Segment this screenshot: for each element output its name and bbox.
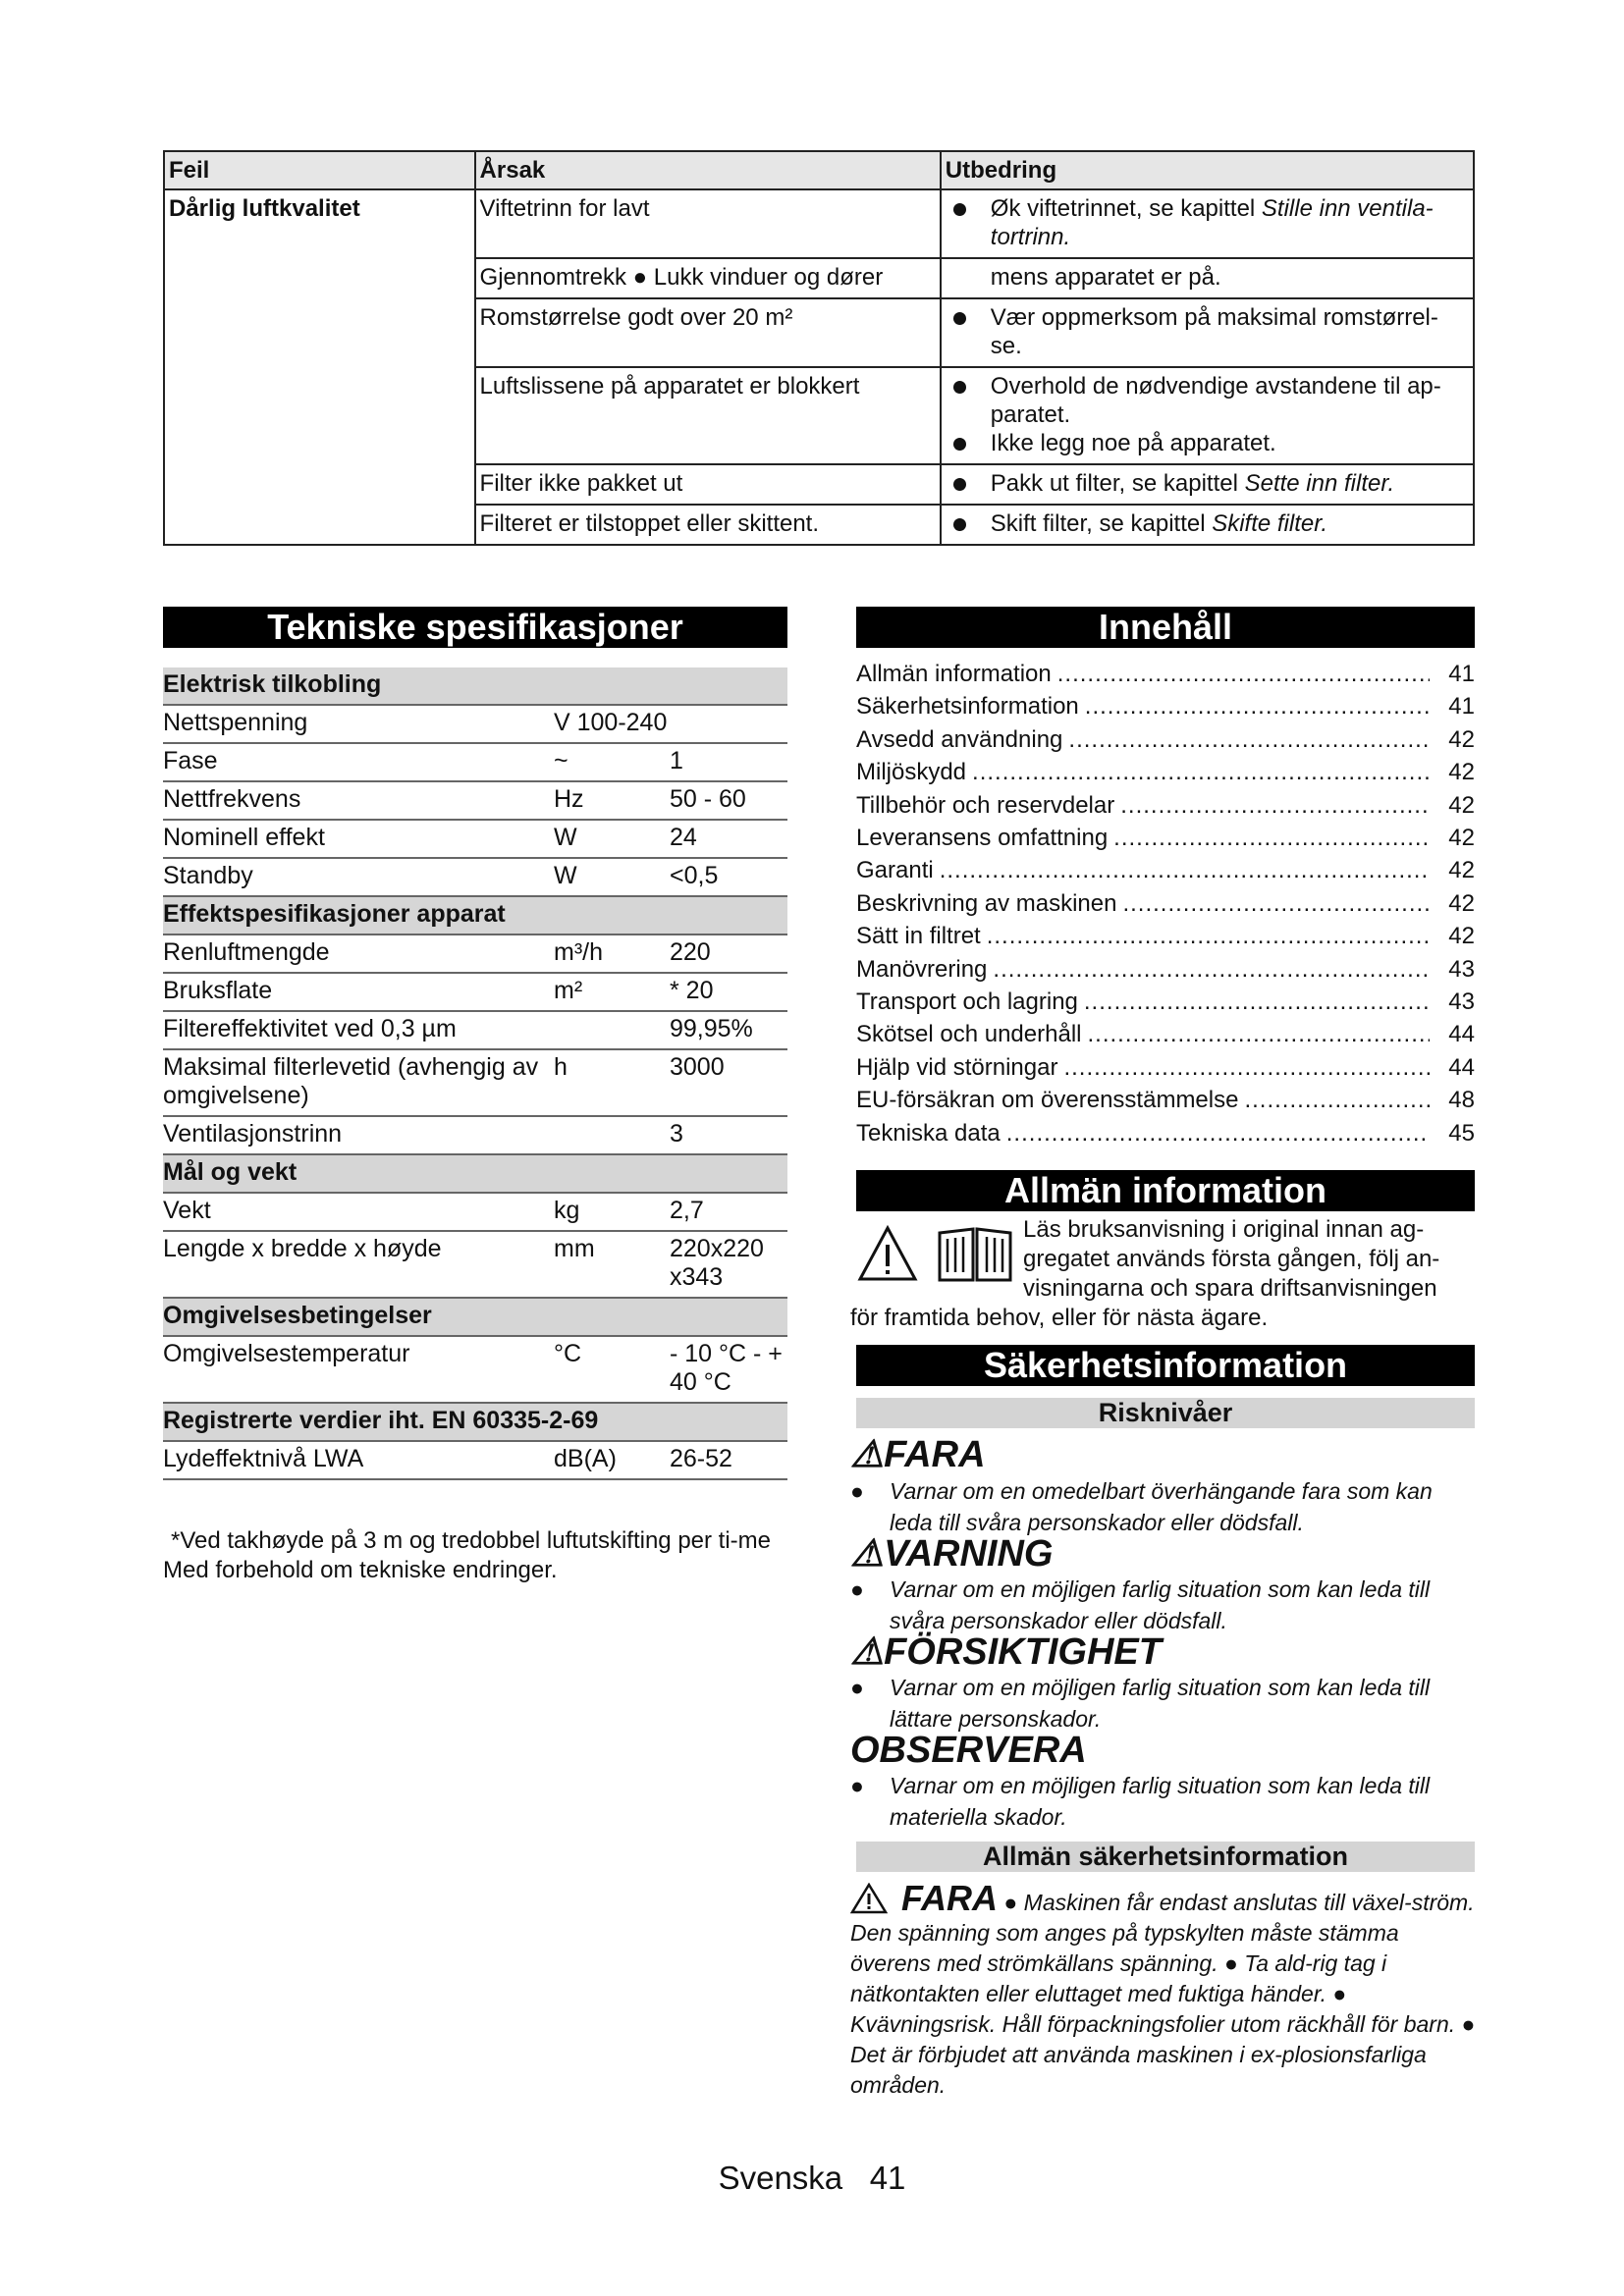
spec-title-banner: Tekniske spesifikasjoner [163, 607, 787, 648]
toc-entry[interactable] [856, 953, 1475, 986]
toc-entry-page: 42 [1448, 791, 1475, 819]
toc-entry-page: 43 [1448, 955, 1475, 983]
spec-value: 24 [670, 820, 787, 858]
toc-entry[interactable] [856, 920, 1475, 952]
spec-label: Lengde x bredde x høyde [163, 1231, 554, 1298]
spec-unit: V 100-240 [554, 705, 670, 743]
footer-language: Svenska [718, 2160, 843, 2196]
spec-value: <0,5 [670, 858, 787, 896]
spec-label: Omgivelsestemperatur [163, 1336, 554, 1403]
spec-row [163, 1441, 787, 1479]
toc-entry-page: 41 [1448, 693, 1475, 721]
spec-label: Lydeffektnivå LWA [163, 1441, 554, 1479]
toc-entry-title: Avsedd användning [856, 725, 1063, 753]
spec-value: 50 - 60 [670, 781, 787, 820]
spec-table [163, 667, 787, 1480]
spec-value: 3000 [670, 1049, 787, 1116]
toc-entry-page: 42 [1448, 923, 1475, 950]
toc-entry[interactable] [856, 1018, 1475, 1050]
spec-unit: W [554, 820, 670, 858]
spec-unit: h [554, 1049, 670, 1116]
spec-group-header [163, 1403, 787, 1441]
spec-label: Filtereffektivitet ved 0,3 µm [163, 1011, 554, 1049]
spec-disclaimer: Med forbehold om tekniske endringer. [163, 1557, 558, 1583]
remedy-cell: Øk viftetrinnet, se kapittel Stille inn ventila-tortrinn. [941, 189, 1474, 258]
danger-heading: ⚠FARA [850, 1434, 986, 1475]
spec-label: Fase [163, 743, 554, 781]
toc-entry[interactable] [856, 887, 1475, 920]
spec-value [670, 705, 787, 743]
toc-leader-dots [1084, 986, 1430, 1018]
column-header-fault: Feil [164, 151, 475, 189]
spec-value: 220 [670, 934, 787, 973]
warning-triangle-icon [857, 1225, 918, 1282]
toc-title-banner: Innehåll [856, 607, 1475, 648]
toc-leader-dots [1113, 822, 1430, 854]
toc-entry-title: Hjälp vid störningar [856, 1053, 1058, 1081]
cause-cell: Viftetrinn for lavt [475, 189, 941, 258]
spec-unit: dB(A) [554, 1441, 670, 1479]
toc-entry[interactable] [856, 986, 1475, 1018]
spec-unit: m³/h [554, 934, 670, 973]
toc-entry-title: Miljöskydd [856, 759, 967, 786]
caution-heading: ⚠FÖRSIKTIGHET [850, 1631, 1162, 1673]
spec-group-title: Effektspesifikasjoner apparat [163, 896, 787, 934]
spec-row [163, 1336, 787, 1403]
general-safety-danger-label: FARA [901, 1878, 998, 1918]
spec-value: 1 [670, 743, 787, 781]
general-safety-heading: Allmän säkerhetsinformation [856, 1842, 1475, 1872]
toc-leader-dots [1085, 690, 1430, 722]
toc-entry-page: 44 [1448, 1053, 1475, 1081]
toc-entry-page: 42 [1448, 759, 1475, 786]
fault-cell: Dårlig luftkvalitet [164, 189, 475, 545]
spec-row [163, 781, 787, 820]
spec-value: - 10 °C - + 40 °C [670, 1336, 787, 1403]
remedy-cell: Overhold de nødvendige avstandene til ap-paratet. Ikke legg noe på apparatet. [941, 367, 1474, 464]
toc-leader-dots [1244, 1084, 1430, 1116]
toc-entry-page: 41 [1448, 661, 1475, 687]
cause-cell: Filteret er tilstoppet eller skittent. [475, 505, 941, 545]
caution-text: ● Varnar om en möjligen farlig situation som kan leda till lättare personskador. [850, 1675, 1431, 1732]
spec-group-title: Registrerte verdier iht. EN 60335-2-69 [163, 1403, 787, 1441]
cause-cell: Gjennomtrekk ● Lukk vinduer og dører [475, 258, 941, 298]
spec-unit: kg [554, 1193, 670, 1231]
toc-entry-page: 43 [1448, 988, 1475, 1016]
spec-row [163, 1011, 787, 1049]
spec-label: Ventilasjonstrinn [163, 1116, 554, 1154]
general-info-text-cont: för framtida behov, eller för nästa ägare. [850, 1305, 1269, 1331]
remedy-cell: mens apparatet er på. [941, 258, 1474, 298]
remedy-cell: Vær oppmerksom på maksimal romstørrel-se. [941, 298, 1474, 367]
safety-info-banner: Säkerhetsinformation [856, 1345, 1475, 1386]
spec-label: Renluftmengde [163, 934, 554, 973]
page-footer [0, 2160, 1624, 2197]
general-info-text: Läs bruksanvisning i original innan ag-gregatet används första gången, följ an-visningarna och spara driftsanvisningen [1023, 1216, 1440, 1302]
page-number: 41 [869, 2160, 906, 2196]
table-of-contents [856, 658, 1475, 1149]
spec-unit: ~ [554, 743, 670, 781]
danger-text: ● Varnar om en omedelbart överhängande fara som kan leda till svåra personskador eller dödsfall. [850, 1478, 1433, 1535]
toc-entry[interactable] [856, 1051, 1475, 1084]
toc-leader-dots [1120, 789, 1430, 822]
spec-row [163, 743, 787, 781]
notice-heading: OBSERVERA [850, 1730, 1087, 1771]
toc-entry[interactable] [856, 756, 1475, 788]
spec-row [163, 934, 787, 973]
troubleshooting-table [163, 150, 1475, 546]
toc-leader-dots [1068, 723, 1430, 756]
toc-entry-page: 48 [1448, 1087, 1475, 1114]
toc-entry-page: 45 [1448, 1119, 1475, 1147]
toc-entry-title: Allmän information [856, 661, 1052, 687]
toc-entry-page: 42 [1448, 825, 1475, 852]
toc-entry-page: 44 [1448, 1021, 1475, 1048]
toc-leader-dots [1087, 1018, 1430, 1050]
spec-row [163, 820, 787, 858]
spec-label: Vekt [163, 1193, 554, 1231]
spec-value: 99,95% [670, 1011, 787, 1049]
spec-unit: m² [554, 973, 670, 1011]
cause-cell: Filter ikke pakket ut [475, 464, 941, 505]
spec-group-header [163, 667, 787, 705]
toc-leader-dots [1063, 1051, 1430, 1084]
column-header-remedy: Utbedring [941, 151, 1474, 189]
table-header-row [164, 151, 1474, 189]
spec-value: 2,7 [670, 1193, 787, 1231]
spec-group-header [163, 1154, 787, 1193]
spec-group-header [163, 896, 787, 934]
toc-entry[interactable] [856, 854, 1475, 886]
spec-value: 220x220 x343 [670, 1231, 787, 1298]
spec-label: Standby [163, 858, 554, 896]
spec-group-title: Omgivelsesbetingelser [163, 1298, 787, 1336]
spec-row [163, 1231, 787, 1298]
spec-row [163, 858, 787, 896]
manual-book-icon [936, 1225, 1014, 1284]
toc-entry-title: Leveransens omfattning [856, 825, 1109, 852]
spec-unit: °C [554, 1336, 670, 1403]
spec-unit [554, 1116, 670, 1154]
warning-triangle-icon [850, 1883, 888, 1914]
general-info-banner: Allmän information [856, 1170, 1475, 1211]
spec-group-title: Mål og vekt [163, 1154, 787, 1193]
risk-levels-heading: Risknivåer [856, 1398, 1475, 1428]
spec-value: 26-52 [670, 1441, 787, 1479]
toc-leader-dots [1057, 658, 1430, 690]
spec-row [163, 1049, 787, 1116]
toc-entry-title: Beskrivning av maskinen [856, 889, 1117, 917]
toc-entry-title: Säkerhetsinformation [856, 693, 1079, 721]
spec-label: Nominell effekt [163, 820, 554, 858]
toc-entry-page: 42 [1448, 857, 1475, 884]
warning-text: ● Varnar om en möjligen farlig situation som kan leda till svåra personskador eller dödsfall. [850, 1576, 1431, 1633]
toc-leader-dots [993, 953, 1430, 986]
spec-group-title: Elektrisk tilkobling [163, 667, 787, 705]
cause-cell: Romstørrelse godt over 20 m² [475, 298, 941, 367]
general-safety-text [850, 1878, 1479, 2101]
spec-unit: mm [554, 1231, 670, 1298]
spec-row [163, 1116, 787, 1154]
toc-entry[interactable] [856, 1117, 1475, 1149]
toc-entry-title: Transport och lagring [856, 988, 1078, 1016]
spec-label: Nettfrekvens [163, 781, 554, 820]
spec-label: Bruksflate [163, 973, 554, 1011]
spec-notes [163, 1526, 787, 1585]
spec-row [163, 1193, 787, 1231]
spec-value: 3 [670, 1116, 787, 1154]
spec-row [163, 705, 787, 743]
toc-entry-title: Skötsel och underhåll [856, 1021, 1082, 1048]
spec-group-header [163, 1298, 787, 1336]
toc-entry-title: Manövrering [856, 955, 988, 983]
cause-cell: Luftslissene på apparatet er blokkert [475, 367, 941, 464]
spec-unit: Hz [554, 781, 670, 820]
toc-entry-title: Garanti [856, 857, 934, 884]
toc-leader-dots [987, 920, 1430, 952]
column-header-cause: Årsak [475, 151, 941, 189]
toc-entry-page: 42 [1448, 889, 1475, 917]
spec-label: Maksimal filterlevetid (avhengig av omgivelsene) [163, 1049, 554, 1116]
notice-text: ● Varnar om en möjligen farlig situation som kan leda till materiella skador. [850, 1773, 1431, 1830]
toc-leader-dots [940, 854, 1430, 886]
table-row [164, 189, 1474, 258]
spec-unit [554, 1011, 670, 1049]
spec-label: Nettspenning [163, 705, 554, 743]
spec-row [163, 973, 787, 1011]
toc-entry[interactable] [856, 723, 1475, 756]
toc-entry-title: Tekniska data [856, 1119, 1001, 1147]
general-safety-body: ● Maskinen får endast anslutas till växel-ström. Den spänning som anges på typskylten måste stämma överens med strömkällans spänning. ● Ta ald-rig tag i nätkontakten eller eluttaget med fuktiga händer. ● Kvävningsrisk. Håll förpackningsfolier utom räckhåll för barn. ● Det är förbjudet att använda maskinen i ex-plosionsfarliga områden. [850, 1890, 1476, 2098]
toc-leader-dots [972, 756, 1430, 788]
spec-unit: W [554, 858, 670, 896]
toc-entry-title: EU-försäkran om överensstämmelse [856, 1087, 1239, 1114]
spec-footnote: *Ved takhøyde på 3 m og tredobbel luftutskifting per ti-me [171, 1527, 772, 1554]
spec-value: * 20 [670, 973, 787, 1011]
toc-leader-dots [1006, 1117, 1430, 1149]
toc-entry-title: Tillbehör och reservdelar [856, 791, 1115, 819]
remedy-cell: Skift filter, se kapittel Skifte filter. [941, 505, 1474, 545]
toc-entry-page: 42 [1448, 725, 1475, 753]
toc-entry[interactable] [856, 822, 1475, 854]
warning-heading: ⚠VARNING [850, 1533, 1054, 1575]
toc-entry[interactable] [856, 690, 1475, 722]
toc-leader-dots [1122, 887, 1430, 920]
toc-entry[interactable] [856, 1084, 1475, 1116]
toc-entry[interactable] [856, 658, 1475, 690]
toc-entry[interactable] [856, 789, 1475, 822]
remedy-cell: Pakk ut filter, se kapittel Sette inn filter. [941, 464, 1474, 505]
toc-entry-title: Sätt in filtret [856, 923, 981, 950]
